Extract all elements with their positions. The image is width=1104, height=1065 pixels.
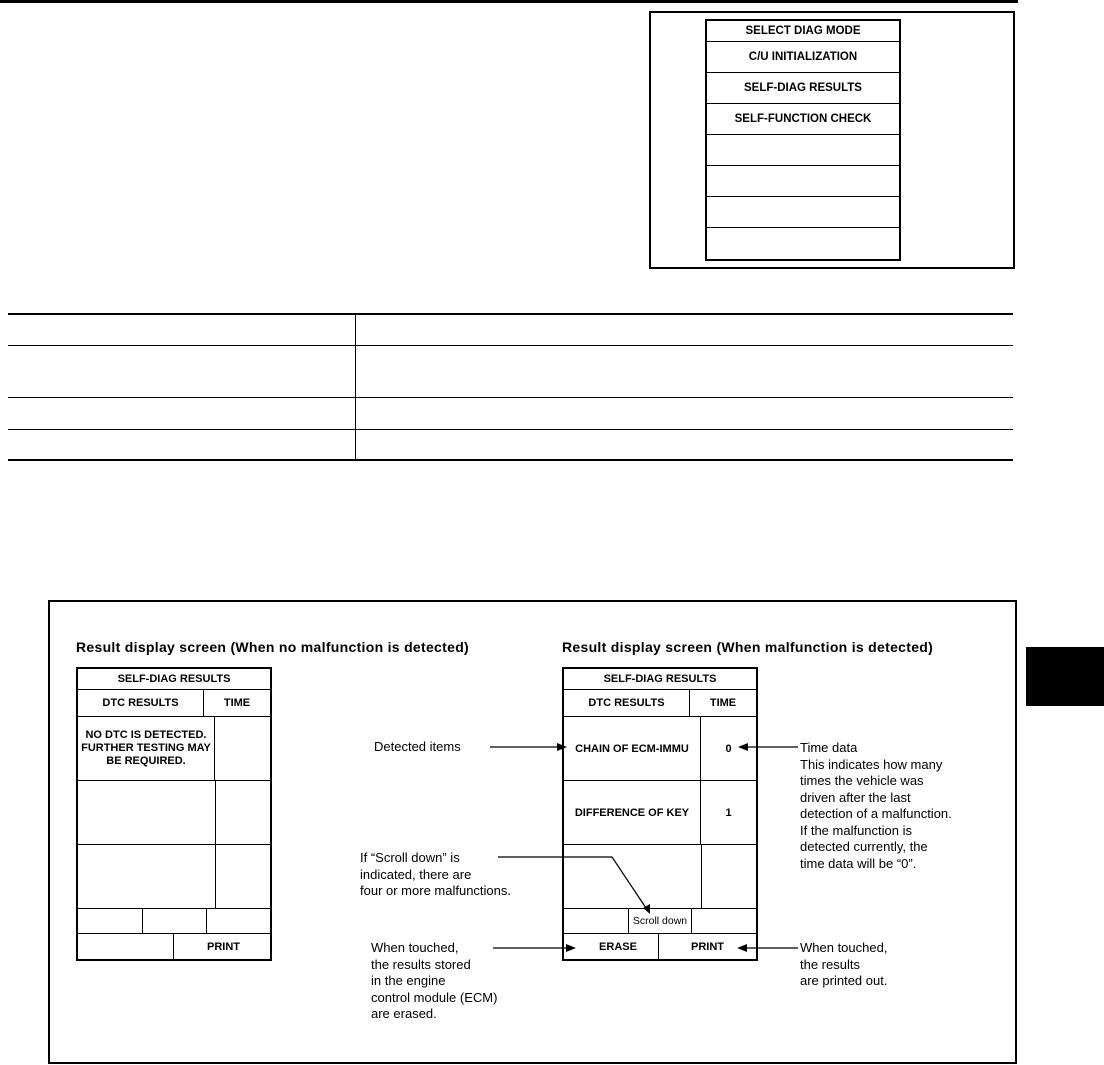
menu-item-self-diag-results[interactable]: SELF-DIAG RESULTS — [707, 73, 899, 104]
col-time: TIME — [223, 697, 251, 709]
arrow-right-icon — [557, 743, 567, 751]
menu-item-cu-initialization[interactable]: C/U INITIALIZATION — [707, 42, 899, 73]
col-dtc-results: DTC RESULTS — [78, 690, 204, 716]
dtc-item: DIFFERENCE OF KEY — [564, 781, 701, 844]
label-scroll-down: If “Scroll down” is indicated, there are four or more malfunctions. — [360, 850, 512, 898]
col-time: TIME — [709, 697, 737, 709]
print-button[interactable]: PRINT — [691, 940, 724, 953]
dtc-item: CHAIN OF ECM-IMMU — [564, 717, 701, 780]
arrow-right-icon — [566, 944, 576, 952]
scroll-leader-line — [498, 857, 646, 908]
scroll-down-button[interactable]: Scroll down — [629, 909, 692, 933]
heading-no-malfunction: Result display screen (When no malfunction is detected) — [76, 639, 470, 655]
arrow-left-icon — [737, 944, 747, 952]
dtc-time: 0 — [725, 742, 732, 755]
label-detected-items: Detected items — [374, 739, 461, 754]
label-erase: When touched, the results stored in the engine control module (ECM) are erased. — [371, 940, 498, 1021]
heading-malfunction: Result display screen (When malfunction is detected) — [562, 639, 934, 655]
dtc-time: 1 — [725, 806, 732, 819]
no-dtc-message: NO DTC IS DETECTED. FURTHER TESTING MAY BE REQUIRED. — [78, 717, 215, 780]
erase-button[interactable]: ERASE — [564, 934, 659, 959]
screen-title: SELF-DIAG RESULTS — [603, 673, 717, 685]
col-dtc-results: DTC RESULTS — [564, 690, 690, 716]
arrow-left-icon — [738, 743, 748, 751]
screen-title: SELF-DIAG RESULTS — [117, 673, 231, 685]
label-print: When touched, the results are printed out. — [800, 940, 888, 988]
print-button[interactable]: PRINT — [207, 940, 240, 953]
menu-title: SELECT DIAG MODE — [707, 21, 899, 42]
label-time-data: Time data This indicates how many times the vehicle was driven after the last detection of a malfunction. If the malfunction is detected currently, the time data will be “0”. — [800, 740, 952, 871]
menu-item-self-function-check[interactable]: SELF-FUNCTION CHECK — [707, 104, 899, 135]
